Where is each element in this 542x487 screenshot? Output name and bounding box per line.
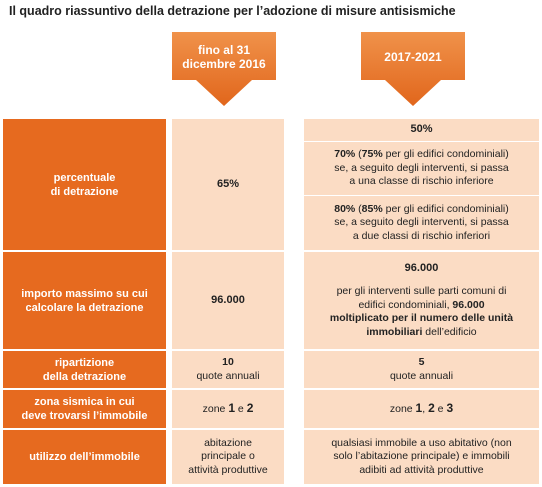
- header-2017-2021: 2017-2021: [384, 50, 442, 64]
- cell-utilizzo-2017: [304, 430, 539, 484]
- cell-importo-2016: 96.000: [172, 252, 284, 349]
- num: 1: [228, 400, 235, 415]
- cell-ripartizione-2017: [304, 351, 539, 388]
- arrow-down-icon: [361, 32, 465, 108]
- label-line: ripartizione: [54, 356, 115, 369]
- label-utilizzo: [3, 430, 166, 484]
- cell-percentuale-2017-mid: [304, 142, 539, 195]
- num: 5: [418, 356, 425, 368]
- label-line: della detrazione: [42, 370, 127, 383]
- num: 1: [415, 400, 423, 415]
- txt: (: [355, 202, 362, 215]
- header-arrow-2016: [172, 32, 276, 108]
- txt: dell’edificio: [422, 325, 477, 338]
- txt: per gli edifici condominiali): [382, 148, 509, 161]
- txt: immobiliari: [366, 325, 423, 338]
- pct: 85%: [361, 202, 383, 215]
- txt: quote annuali: [389, 369, 454, 382]
- txt: ,: [422, 402, 429, 415]
- importo-value: 96.000: [404, 261, 439, 274]
- line: moltiplicato per il numero delle unità: [329, 312, 514, 325]
- pct: 70%: [334, 148, 356, 161]
- label-line: calcolare la detrazione: [25, 301, 144, 314]
- page-title: Il quadro riassuntivo della detrazione per l’adozione di misure antisismiche: [9, 4, 456, 18]
- line: [358, 299, 484, 313]
- line: per gli interventi sulle parti comuni di: [336, 285, 507, 298]
- txt: e: [434, 402, 447, 415]
- num: 10: [222, 356, 234, 368]
- cell-percentuale-2017-bot: [304, 196, 539, 250]
- label-line: percentuale: [53, 171, 116, 184]
- line: a due classi di rischio inferiori: [352, 229, 491, 242]
- cell-zona-2016: [172, 390, 284, 428]
- cell-utilizzo-2016: [172, 430, 284, 484]
- line: se, a seguito degli interventi, si passa: [334, 161, 509, 174]
- label-line: di detrazione: [50, 185, 119, 198]
- num: 2: [428, 400, 435, 415]
- header-2016-line1: fino al 31: [197, 43, 250, 57]
- cell-importo-2017: [304, 252, 539, 349]
- line: adibiti ad attività produttive: [359, 463, 484, 476]
- label-ripartizione: [3, 351, 166, 388]
- cell-zona-2017: [304, 390, 539, 428]
- line: [366, 326, 476, 340]
- label-importo: [3, 252, 166, 349]
- line: solo l’abitazione principale) e immobili: [333, 450, 510, 463]
- pct: 75%: [361, 148, 383, 161]
- line: [334, 148, 509, 162]
- txt: e: [235, 402, 247, 415]
- pct: 80%: [334, 202, 356, 215]
- label-line: utilizzo dell’immobile: [29, 451, 140, 463]
- label-line: deve trovarsi l’immobile: [21, 410, 148, 422]
- line: attività produttive: [188, 463, 268, 476]
- label-zona: [3, 390, 166, 428]
- cell-percentuale-2016: 65%: [172, 119, 284, 250]
- txt: (: [355, 148, 362, 161]
- txt: 96.000: [452, 298, 485, 311]
- txt: zone: [202, 402, 229, 415]
- num: 2: [246, 400, 254, 415]
- line: qualsiasi immobile a uso abitativo (non: [331, 436, 512, 449]
- txt: zone: [389, 402, 416, 415]
- header-2016-line2: dicembre 2016: [182, 57, 266, 71]
- line: se, a seguito degli interventi, si passa: [334, 216, 509, 229]
- num: 3: [446, 400, 454, 415]
- txt: edifici condominiali,: [358, 298, 453, 311]
- line: [203, 402, 254, 417]
- label-line: zona sismica in cui: [34, 396, 135, 408]
- header-arrow-2017-2021: [361, 32, 465, 108]
- line: [390, 402, 453, 417]
- line: [334, 203, 509, 217]
- txt: per gli edifici condominiali): [382, 202, 509, 215]
- label-percentuale: [3, 119, 166, 250]
- line: abitazione: [204, 436, 252, 449]
- label-line: importo massimo su cui: [21, 287, 148, 300]
- txt: quote annuali: [196, 369, 260, 382]
- line: a una classe di rischio inferiore: [349, 175, 494, 188]
- line: principale o: [201, 450, 255, 463]
- cell-ripartizione-2016: [172, 351, 284, 388]
- cell-percentuale-2017-top: 50%: [304, 119, 539, 141]
